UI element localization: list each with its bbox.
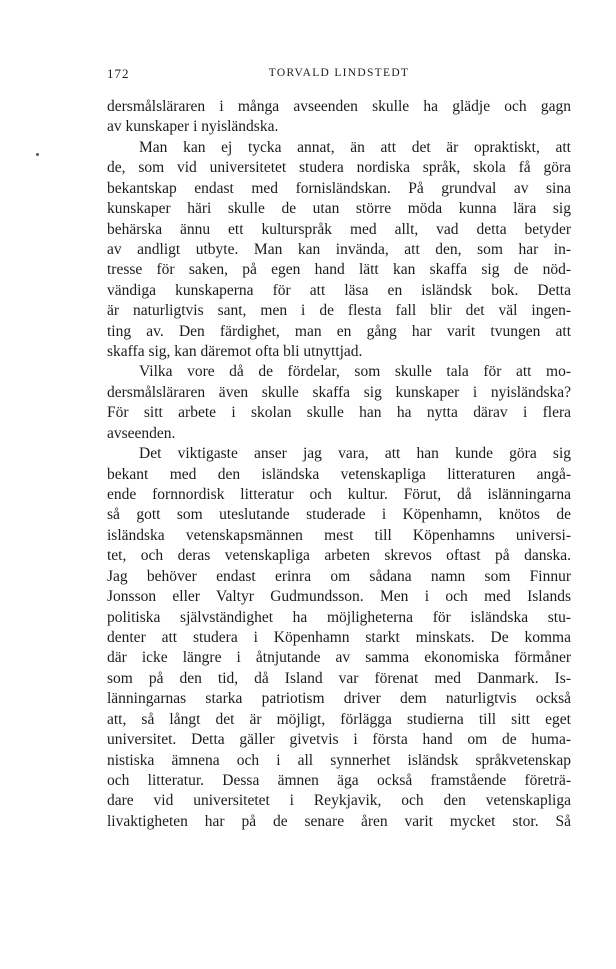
text-line: politiska självständighet ha möjligheterna för isländska stu- (107, 608, 571, 626)
text-line: För sitt arbete i skolan skulle han ha nytta därav i flera (107, 404, 571, 422)
text-line: som på den tid, då Island var förenat med Danmark. Is- (107, 669, 571, 687)
text-line: av kunskaper i nyisländska. (107, 118, 279, 136)
text-line: där icke längre i åtnjutande av samma ekonomiska förmåner (107, 649, 571, 667)
text-line: nistiska ämnena och i all synnerhet isländsk språkvetenskap (107, 751, 571, 769)
text-line: tet, och deras vetenskapliga arbeten skrevos oftast på danska. (107, 547, 571, 565)
text-line: dersmålsläraren i många avseenden skulle ha glädje och gagn (107, 98, 571, 115)
body-text (107, 97, 571, 832)
text-line: kunskaper häri skulle de utan större möda kunna lära sig (107, 200, 571, 218)
page-header (107, 66, 571, 86)
text-line: bekant med den isländska vetenskapliga litteraturen angå- (107, 465, 571, 483)
text-line: tresse för saken, på egen hand lätt kan skaffa sig de nöd- (107, 261, 571, 279)
text-line: dare vid universitetet i Reykjavik, och den vetenskapliga (107, 792, 571, 810)
text-line: livaktigheten har på de senare åren varit mycket stor. Så (107, 812, 571, 830)
text-line: länningarnas starka patriotism driver dem naturligtvis också (107, 690, 571, 708)
text-line: isländska vetenskapsmännen mest till Köpenhamns universi- (107, 526, 571, 544)
text-line: Det viktigaste anser jag vara, att han kunde göra sig (139, 445, 571, 463)
text-line: så gott som uteslutande studerade i Köpenhamn, knötos de (107, 506, 571, 524)
text-line: denter att studera i Köpenhamn starkt minskats. De komma (107, 628, 571, 646)
text-line: avseenden. (107, 424, 176, 442)
text-line: bekantskap endast med fornisländskan. På grundval av sina (107, 179, 571, 197)
text-line: av andligt utbyte. Man kan invända, att den, som har in- (107, 240, 571, 258)
text-line: ende fornnordisk litteratur och kultur. Förut, då islänningarna (107, 486, 571, 504)
text-line: de, som vid universitetet studera nordiska språk, skola få göra (107, 159, 571, 177)
text-line: behärska ännu ett kulturspråk med allt, vad detta betyder (107, 220, 571, 238)
text-line: Jag behöver endast erinra om sådana namn som Finnur (107, 567, 571, 585)
text-line: universitet. Detta gäller givetvis i första hand om de huma- (107, 731, 571, 749)
page-number: 172 (107, 66, 130, 81)
margin-mark (36, 153, 39, 156)
text-line: skaffa sig, kan däremot ofta bli utnyttjad. (107, 343, 363, 361)
text-line: vändiga kunskaperna för att läsa en isländsk bok. Detta (107, 281, 571, 299)
text-line: är naturligtvis sant, men i de flesta fall blir det väl ingen- (107, 302, 571, 320)
text-line: Vilka vore då de fördelar, som skulle tala för att mo- (139, 363, 571, 381)
running-head: TORVALD LINDSTEDT (268, 67, 410, 79)
text-line: att, så långt det är möjligt, förlägga studierna till sitt eget (107, 710, 571, 728)
text-line: ting av. Den färdighet, man en gång har varit tvungen att (107, 322, 571, 340)
text-line: dersmålsläraren även skulle skaffa sig kunskaper i nyisländska? (107, 383, 571, 401)
text-line: Man kan ej tycka annat, än att det är opraktiskt, att (139, 138, 571, 156)
text-line: och litteratur. Dessa ämnen äga också framstående företrä- (107, 771, 571, 789)
text-line: Jonsson eller Valtyr Gudmundsson. Men i och med Islands (107, 588, 571, 606)
